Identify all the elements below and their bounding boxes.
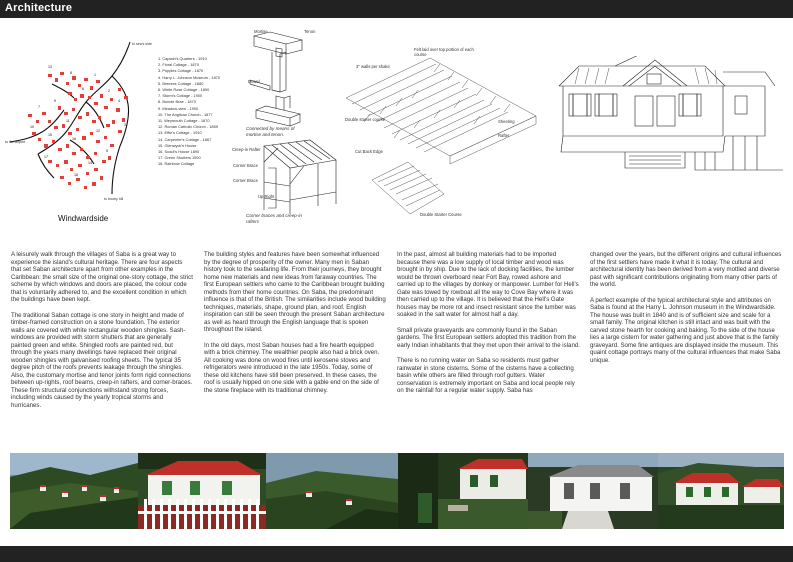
text-column-1	[11, 251, 193, 417]
label-rafter: Rafter	[498, 133, 510, 138]
legend-item: 7. Storm's Cottage - 1900	[158, 93, 203, 99]
svg-text:17: 17	[44, 155, 48, 159]
legend-item: 13. Effie's Cottage - 1910	[158, 130, 202, 136]
svg-text:12: 12	[96, 129, 100, 133]
paragraph: changed over the years, but the different origins and cultural influences of the first settlers have made it what it is today. The cultural and architectural identity has been derived from a very mottled and diverse past with significant contributions originating from many other parts of the world.	[590, 251, 782, 288]
label-creep-rafter: Creep-in Rafter	[232, 147, 261, 152]
photo-white-gate-cottage	[138, 453, 266, 529]
svg-text:1: 1	[94, 73, 96, 77]
svg-text:15: 15	[48, 133, 52, 137]
legend-item: 15. Glenwyck's House	[158, 142, 197, 148]
label-tenon: Tenon	[304, 29, 316, 34]
map-title: Windwardside	[58, 214, 109, 223]
caption-mortise-tenon: Connected by means of mortise and tenon.	[246, 126, 295, 137]
caption-corner-braces: Corner braces and creep-in rafters	[246, 213, 302, 224]
label-double-starter: Double Starter Course	[420, 212, 462, 217]
legend-item: 11. Weymouth Cottage - 1870	[158, 118, 210, 124]
page-title: Architecture	[5, 2, 73, 14]
svg-text:8: 8	[70, 71, 72, 75]
svg-text:7: 7	[38, 105, 40, 109]
legend-item: 16. Scout's House 1890	[158, 149, 200, 155]
text-column-3	[397, 251, 580, 403]
map-label-booby: to booby hill	[104, 197, 124, 201]
legend-item: 3. Poppies Cottage - 1870	[158, 68, 204, 74]
svg-text:6: 6	[82, 87, 84, 91]
svg-text:13: 13	[48, 65, 52, 69]
svg-text:11: 11	[66, 119, 70, 123]
text-column-4	[590, 251, 783, 372]
village-map	[8, 36, 158, 216]
svg-text:16: 16	[72, 137, 76, 141]
photo-strip	[10, 453, 784, 529]
text-column-2	[204, 251, 386, 402]
svg-text:18: 18	[74, 173, 78, 177]
roof-shingle-diagram	[340, 44, 540, 224]
paragraph: The building styles and features have been somewhat influenced by the degree of prosperity of the owner. Many men in Saban history took to the seafaring life. From their journeys, they brought home new materials and new ideas from faraway countries. The first European settlers who came to the Caribbean brought building methods from their home countries. On Saba, the predominant influence is that of the British. The similarities include wood building techniques, materials, shape, ground plan, and roof. English inspiration can still be seen through the present Saban architecture as well as heard through the English language that is spoken throughout the island.	[204, 251, 386, 333]
svg-text:9: 9	[54, 99, 56, 103]
paragraph: There is no running water on Saba so residents must gather rainwater in stone cisterns. Some of the cisterns have a collecting basin while others are filled through roof gutters. Water conservation is extremely important on Saba and local people rely on the rainfall for a regular water supply. Saba has	[397, 357, 575, 394]
label-cut-back-edge: Cut Back Edge	[355, 149, 383, 154]
photo-red-roof-houses	[658, 453, 784, 529]
legend-item: 10. The Anglican Church - 1877	[158, 111, 213, 117]
legend-item: 6. White Rose Cottage - 1890	[158, 87, 210, 93]
label-corner-brace-1: Corner Brace	[233, 163, 258, 168]
legend-item: 18. Rainbow Cottage	[158, 161, 195, 167]
legend-item: 4. Harry L. Johnson Museum - 1870	[158, 74, 221, 80]
label-mortise: Mortise	[254, 29, 268, 34]
map-label-airport: to the airport	[5, 140, 26, 144]
photo-cottage-garden	[398, 453, 528, 529]
label-dowel: Dowel	[248, 79, 260, 84]
label-starter-course: Double starter course	[345, 117, 386, 122]
label-felt: Felt laid over top portion of each course	[414, 47, 474, 57]
header-bar	[0, 0, 793, 18]
legend-item: 8. Bonnie Brae - 1870	[158, 99, 196, 105]
legend-item: 5. Breezes Cottage - 1880	[158, 80, 204, 86]
svg-text:3: 3	[124, 123, 126, 127]
legend-item: 12. Roman Catholic Church - 1859	[158, 124, 218, 130]
photo-hillside-village	[10, 453, 138, 529]
svg-text:2: 2	[108, 89, 110, 93]
footer-bar	[0, 546, 793, 562]
legend-item: 2. Floral Cottage - 1870	[158, 62, 199, 68]
svg-text:5: 5	[106, 149, 108, 153]
svg-text:10: 10	[30, 125, 34, 129]
label-corner-brace-2: Corner Brace	[233, 178, 258, 183]
photo-white-house-steps	[528, 453, 658, 529]
paragraph: A perfect example of the typical architectural style and attributes on Saba is found at the Harry L. Johnson museum in the Windwardside. The house was built in 1840 and is of sufficient size and scale for a small family. The original kitchen is still intact and was built with the carved stone hearth for cooking and baking. To the side of the house lies a large cistern for water gathering and just above that is the family graveyard. Some fine antiques are displayed inside the museum. This quaint cottage portrays many of the cultural influences that make Saba unique.	[590, 296, 781, 364]
corner-brace-diagram	[260, 138, 340, 218]
paragraph: The traditional Saban cottage is one story in height and made of timber-framed construction on a stone foundation. The exterior walls are covered with white rectangular wooden shingles. Sash-windows are provided with storm shutters that are generally painted green and white. Shingled roofs are painted red, but through the years many dwellings have replaced their original wooden shingles with galvanised roofing sheets. The typical 35 degree pitch of the roofs prevents leakage through the shingles. Also, the customary mortise and tenor joints form rigid connections between up-rights, roof beams, creep-in rafters, and corner-braces. These firm structural conjunctions withstand strong forces, including winds caused by the yearly tropical storms and hurricanes.	[11, 311, 193, 409]
map-label-sea: to sea's side	[132, 42, 152, 46]
paragraph: Small private graveyards are commonly found in the Saban gardens. The first European settlers adopted this tradition from the early Indian inhabitants that they met upon their arrival to the island.	[397, 326, 580, 349]
svg-text:14: 14	[88, 161, 92, 165]
legend-item: 1. Captain's Quarters - 1910	[158, 56, 207, 61]
legend-item: 9. Meadow-view - 1900	[158, 105, 199, 111]
map-legend	[158, 56, 238, 168]
mortise-tenon-diagram	[246, 30, 326, 140]
svg-text:4: 4	[118, 99, 120, 103]
cottage-sketch	[555, 56, 785, 174]
legend-item: 17. Green Shutters 1900	[158, 155, 201, 161]
paragraph: A leisurely walk through the villages of Saba is a great way to experience the island's cultural heritage. There are four aspects that set Saban architecture apart from other examples in the Caribbean: the small size of the original one-story cottage, the strict scheme by which windows and doors are placed, the colour code that is voluntarily adhered to, and the excellent condition in which the buildings have been kept.	[11, 251, 193, 303]
label-inches-per-shake: 3" walls per shake	[356, 64, 390, 69]
label-up-right: Up Right	[258, 194, 275, 199]
paragraph: In the past, almost all building materials had to be imported because there was a low supply of local timber and wood was brought in by ship. Due to the lack of docking facilities, the lumber would be thrown overboard near Fort Bay, rowed ashore and carried up to the villages by donkey or manpower. Lumber for Hell's Gate was towed by rowboat all the way to Cove Bay where it was then carried up to the village. It is believed that the Hell's Gate houses may be more rot and insect resistant since the lumber was soaked in the salt water for almost half a day.	[397, 251, 579, 318]
legend-item: 14. Carpenter's Cottage - 1867	[158, 136, 212, 142]
photo-island-coast	[266, 453, 398, 529]
paragraph: In the old days, most Saban houses had a fire hearth equipped with a brick chimney. The wealthier people also had a brick oven. All cooking was done on wood fires until kerosene stoves and refrigerators were introduced in the late 1950s. Today, some of these old kitchens have still been preserved. In these cases, the roof is usually hipped on one side with a gable end on the side of the stone fireplace with its traditional chimney.	[204, 341, 380, 394]
label-sheeting: Sheeting	[498, 119, 515, 124]
